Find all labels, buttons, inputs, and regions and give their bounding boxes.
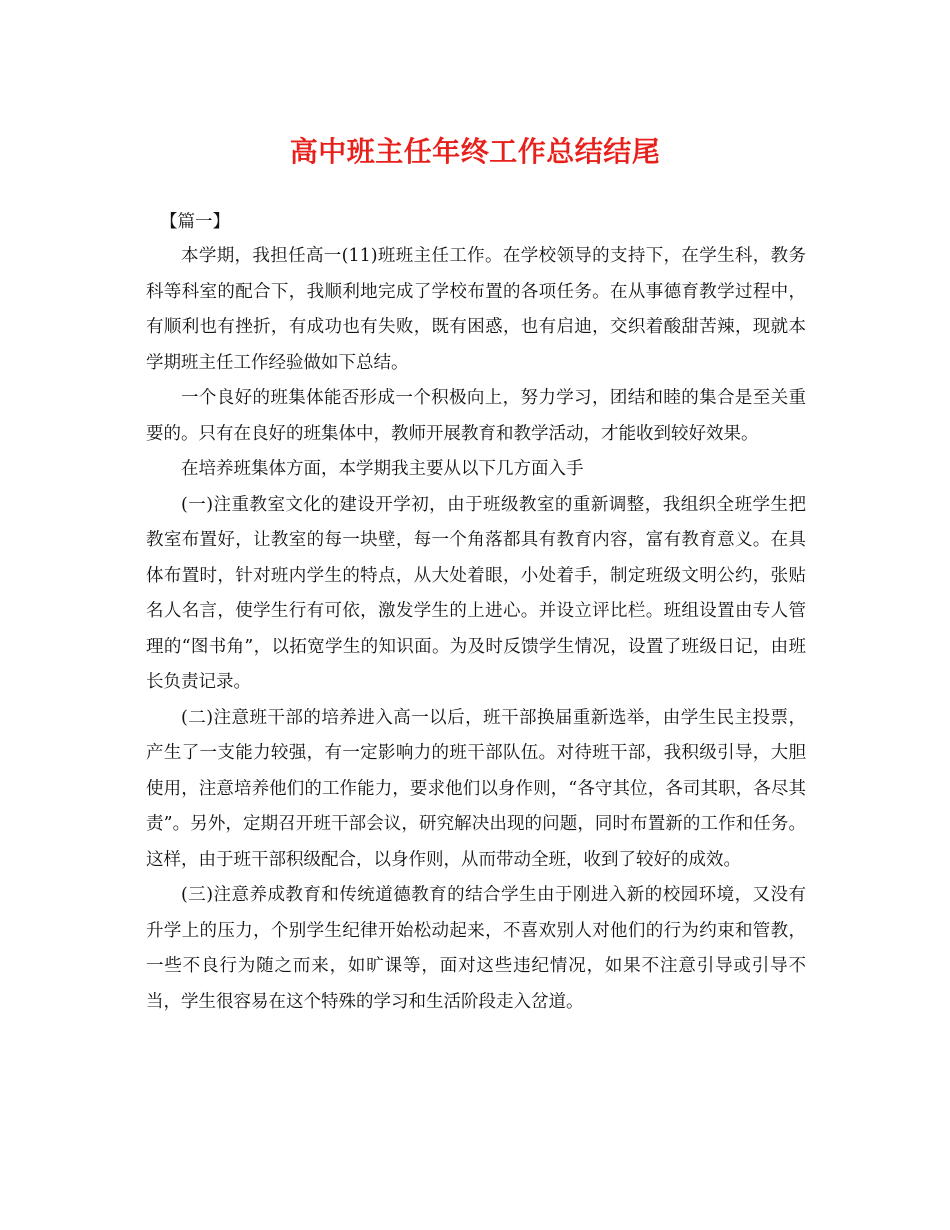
paragraph-moral-education: (三)注意养成教育和传统道德教育的结合学生由于刚进入新的校园环境，又没有升学上的压力，个别学生纪律开始松动起来，不喜欢别人对他们的行为约束和管教，一些不良行为随之而来，如旷课等，面对这些违纪情况，如果不注意引导或引导不当，学生很容易在这个特殊的学习和生活阶段走入岔道。 (146, 885, 806, 1012)
document-body (146, 239, 806, 1020)
document-title: 高中班主任年终工作总结结尾 (289, 135, 661, 168)
paragraph-class-collective: 一个良好的班集体能否形成一个积极向上，努力学习，团结和睦的集合是至关重要的。只有在良好的班集体中，教师开展教育和教学活动，才能收到较好效果。 (146, 388, 806, 444)
paragraph-class-cadres: (二)注意班干部的培养进入高一以后，班干部换届重新选举，由学生民主投票，产生了一支能力较强，有一定影响力的班干部队伍。对待班干部，我积级引导，大胆使用，注意培养他们的工作能力，要求他们以身作则，“各守其位，各司其职，各尽其责”。另外，定期召开班干部会议，研究解决出现的问题，同时布置新的工作和任务。这样，由于班干部积级配合，以身作则，从而带动全班，收到了较好的成效。 (146, 707, 806, 870)
paragraph-classroom-culture: (一)注重教室文化的建设开学初，由于班级教室的重新调整，我组织全班学生把教室布置好，让教室的每一块壁，每一个角落都具有教育内容，富有教育意义。在具体布置时，针对班内学生的特点，从大处着眼，小处着手，制定班级文明公约，张贴名人名言，使学生行有可依，激发学生的上进心。并设立评比栏。班组设置由专人管理的“图书角”，以拓宽学生的知识面。为及时反馈学生情况，设置了班级日记，由班长负责记录。 (146, 494, 806, 692)
paragraph-approach: 在培养班集体方面，本学期我主要从以下几方面入手 (181, 459, 584, 479)
paragraph-intro: 本学期，我担任高一(11)班班主任工作。在学校领导的支持下，在学生科，教务科等科室的配合下，我顺利地完成了学校布置的各项任务。在从事德育教学过程中，有顺利也有挫折，有成功也有失败，既有困惑，也有启迪，交织着酸甜苦辣，现就本学期班主任工作经验做如下总结。 (146, 246, 806, 373)
section-label: 【篇一】 (160, 212, 230, 232)
